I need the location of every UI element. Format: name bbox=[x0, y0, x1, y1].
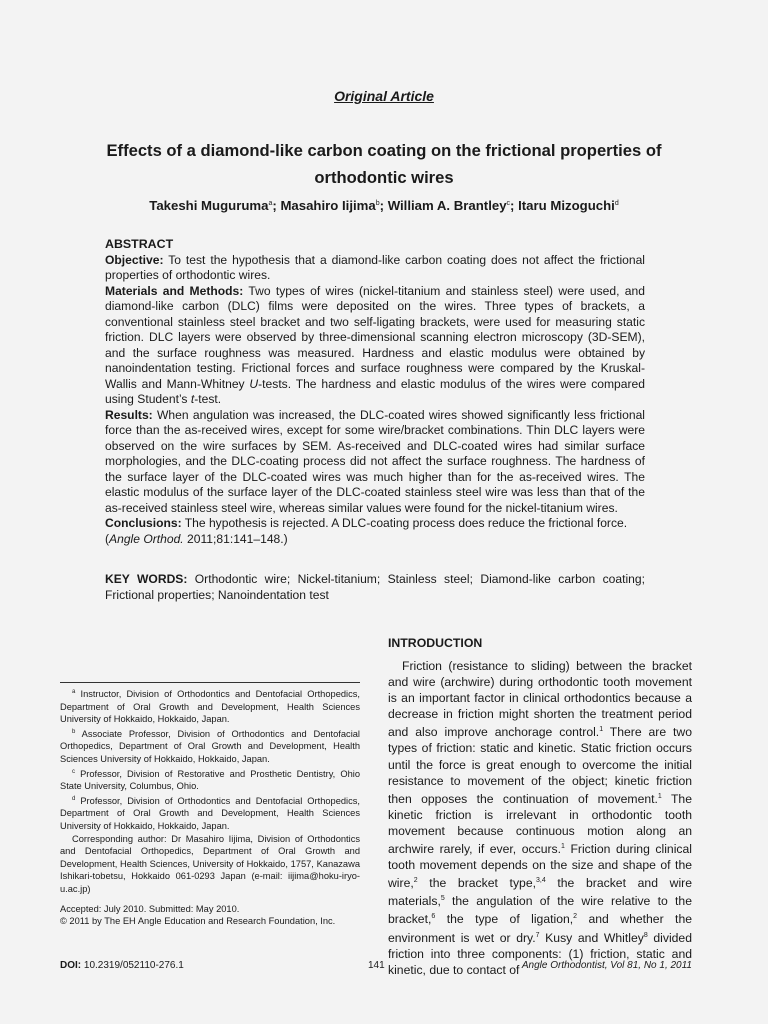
conclusions-label: Conclusions: bbox=[105, 516, 182, 530]
footnote-text: Professor, Division of Orthodontics and Dentofacial Orthopedics, Department of Oral Growth and Development, Health Sciences University of Hokkaido, Hokkaido, Japan. bbox=[60, 795, 360, 831]
reference-mark: 7 bbox=[535, 931, 540, 939]
author-separator: ; bbox=[379, 198, 388, 213]
footnote-d bbox=[60, 793, 360, 833]
author-separator: ; bbox=[272, 198, 281, 213]
reference-mark: 1 bbox=[657, 792, 662, 800]
author-name: William A. Brantley bbox=[387, 198, 507, 213]
keywords-label: KEY WORDS: bbox=[105, 572, 188, 586]
copyright-notice: © 2011 by The EH Angle Education and Research Foundation, Inc. bbox=[60, 916, 336, 927]
footnote-gap bbox=[60, 896, 360, 903]
corresponding-author: Corresponding author: Dr Masahiro Iijima, Division of Orthodontics and Dentofacial Orthopedics, Department of Oral Growth and Development, Health Sciences, University of Hokkaido, 1757, Kanazawa Ishikari-tobetsu, Hokkaido 061-0293 Japan (e-mail: iijima@hoku-iryo-u.ac.jp) bbox=[60, 833, 360, 894]
intro-text: The kinetic friction is irrelevant in orthodontic tooth movement because continuous motion along an archwire rarely, if ever, occurs. bbox=[388, 791, 692, 857]
reference-mark: 8 bbox=[643, 931, 648, 939]
footnote-text: Associate Professor, Division of Orthodontics and Dentofacial Orthopedics, Department of Oral Growth and Development, Health Sciences University of Hokkaido, Hokkaido, Japan. bbox=[60, 728, 360, 764]
reference-mark: 5 bbox=[440, 895, 445, 903]
footnote-b bbox=[60, 726, 360, 766]
citation-journal: Angle Orthod. bbox=[109, 531, 184, 546]
submission-dates: Accepted: July 2010. Submitted: May 2010. bbox=[60, 903, 240, 914]
abstract-conclusions bbox=[105, 516, 645, 532]
footnote-mark: b bbox=[72, 728, 76, 735]
reference-mark: 6 bbox=[431, 913, 436, 921]
intro-text: divided friction into three components: (1) friction, static and kinetic, due to contact of bbox=[388, 930, 692, 977]
results-text: When angulation was increased, the DLC-coated wires showed significantly less frictional force than the as-received wires, except for some wire/bracket combinations. Thin DLC layers were observed on the wire surfaces by SEM. As-received and DLC-coated wires had similar surface morphologies, and the DLC-coating process did not affect the surface roughness. The hardness of the surface layer of the DLC-coated wires was much higher than for the as-received wires. The elastic modulus of the surface layer of the DLC-coated stainless steel wire was less than that of the as-received stainless steel wire, whereas similar values were found for the nickel-titanium wires. bbox=[105, 407, 645, 515]
affiliation-footnotes bbox=[60, 686, 360, 928]
methods-text: Two types of wires (nickel-titanium and stainless steel) were used, and diamond-like carbon (DLC) films were deposited on the wires. Three types of brackets, a conventional stainless steel bracket and two self-ligating brackets, were used for measuring static friction. DLC layers were observed by three-dimensional scanning electron microscopy (3D-SEM), and the surface roughness was measured. Hardness and elastic modulus were obtained by nanoindentation testing. Frictional forces and surface roughness were compared by the Kruskal-Wallis and Mann-Whitney bbox=[105, 283, 645, 391]
intro-text: Friction (resistance to sliding) between the bracket and wire (archwire) during orthodontic tooth movement is an important factor in clinical orthodontics because a decrease in friction might shorten the treatment period and also improve anchorage control. bbox=[388, 659, 692, 740]
conclusions-text: The hypothesis is rejected. A DLC-coating process does reduce the frictional force. bbox=[181, 516, 628, 530]
footnote-mark: a bbox=[72, 689, 76, 695]
abstract-results bbox=[105, 408, 645, 517]
intro-text: the angulation of the wire relative to the bracket, bbox=[388, 894, 692, 927]
affiliation-mark: a bbox=[268, 200, 273, 207]
author-name: Itaru Mizoguchi bbox=[518, 198, 615, 213]
page-footer bbox=[60, 960, 692, 976]
intro-text: the type of ligation, bbox=[435, 912, 574, 927]
methods-u-italic: U bbox=[249, 376, 259, 391]
page-number: 141 bbox=[368, 960, 385, 971]
introduction-paragraph bbox=[388, 658, 692, 978]
methods-label: Materials and Methods: bbox=[105, 283, 244, 298]
intro-text: the bracket and wire materials, bbox=[388, 876, 692, 909]
author-list bbox=[40, 198, 728, 213]
reference-mark: 1 bbox=[561, 843, 565, 851]
keywords-text: Orthodontic wire; Nickel-titanium; Stainless steel; Diamond-like carbon coating; Frictional properties; Nanoindentation test bbox=[105, 572, 645, 602]
abstract-section bbox=[105, 237, 645, 547]
abstract-methods bbox=[105, 284, 645, 408]
intro-text: and whether the environment is wet or dry. bbox=[388, 912, 692, 945]
keywords-section bbox=[105, 571, 645, 603]
intro-text: the bracket type, bbox=[417, 876, 536, 891]
reference-mark: 2 bbox=[413, 877, 418, 885]
objective-label: Objective: bbox=[105, 252, 164, 267]
citation-details: 2011;81:141–148.) bbox=[183, 531, 288, 546]
doi-label: DOI: bbox=[60, 960, 82, 971]
introduction-heading: INTRODUCTION bbox=[388, 636, 483, 650]
footnote-mark: c bbox=[72, 768, 75, 775]
footnote-mark: d bbox=[72, 795, 76, 802]
footnote-rule bbox=[60, 682, 360, 683]
footnote-c bbox=[60, 766, 360, 793]
affiliation-mark: c bbox=[506, 200, 511, 207]
intro-text: Friction during clinical tooth movement depends on the size and shape of the wire, bbox=[388, 842, 692, 891]
citation-paren: ( bbox=[105, 531, 110, 546]
objective-text: To test the hypothesis that a diamond-like carbon coating does not affect the frictional properties of orthodontic wires. bbox=[105, 252, 645, 282]
footnote-text: Professor, Division of Restorative and Prosthetic Dentistry, Ohio State University, Columbus, Ohio. bbox=[60, 768, 360, 792]
intro-text: Kusy and Whitley bbox=[539, 930, 644, 945]
author-separator: ; bbox=[510, 198, 519, 213]
reference-mark: 3,4 bbox=[535, 877, 546, 885]
reference-mark: 1 bbox=[599, 726, 604, 734]
footnote-text: Instructor, Division of Orthodontics and Dentofacial Orthopedics, Department of Oral Growth and Development, Health Sciences University of Hokkaido, Hokkaido, Japan. bbox=[60, 689, 360, 725]
methods-t-italic: t bbox=[190, 392, 195, 406]
journal-citation: Angle Orthodontist, Vol 81, No 1, 2011 bbox=[521, 960, 692, 971]
introduction-body bbox=[388, 658, 692, 978]
methods-text: -test. bbox=[194, 392, 222, 406]
article-title: Effects of a diamond-like carbon coating on the frictional properties of orthodontic wires bbox=[106, 141, 662, 187]
author-name: Masahiro Iijima bbox=[280, 198, 376, 213]
abstract-heading: ABSTRACT bbox=[105, 237, 174, 251]
footnote-a bbox=[60, 686, 360, 726]
doi-value: 10.2319/052110-276.1 bbox=[81, 960, 184, 971]
reference-mark: 2 bbox=[573, 913, 578, 921]
results-label: Results: bbox=[105, 407, 153, 422]
abstract-citation bbox=[105, 532, 645, 548]
affiliation-mark: d bbox=[614, 200, 619, 207]
methods-text: -tests. The hardness and elastic modulus of the wires were compared using Student’s bbox=[105, 376, 645, 406]
article-type-label: Original Article bbox=[334, 88, 434, 104]
author-name: Takeshi Muguruma bbox=[149, 198, 269, 213]
affiliation-mark: b bbox=[375, 200, 380, 207]
doi-line bbox=[60, 960, 184, 971]
intro-text: There are two types of friction: static and kinetic. Static friction occurs until the force is great enough to overcome the initial resistance to movement of the object; kinetic friction then opposes the continuation of movement. bbox=[388, 725, 692, 806]
abstract-objective bbox=[105, 253, 645, 284]
